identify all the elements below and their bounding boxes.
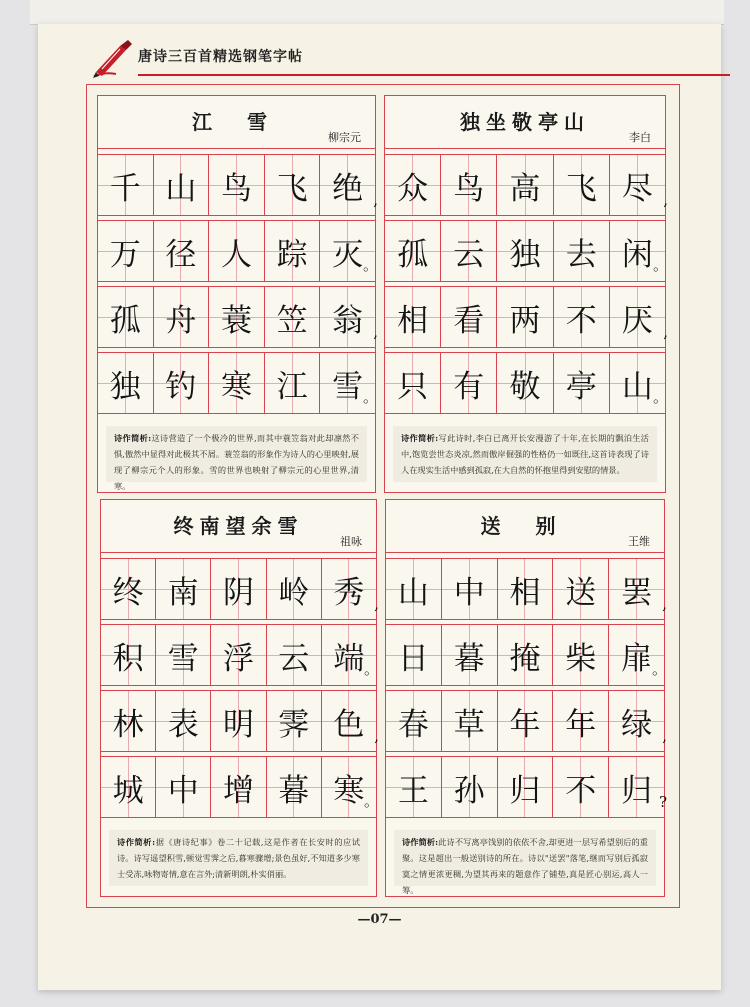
- char-cell: 鸟: [209, 155, 265, 215]
- char-cell: 年: [553, 691, 609, 751]
- grid-row: [98, 154, 378, 216]
- poem-analysis: [106, 426, 367, 491]
- punctuation: ,: [662, 727, 667, 745]
- poem-panel-jiang-xue: [97, 95, 376, 493]
- char: 闲: [621, 236, 653, 273]
- analysis-text: 此诗不写离亭饯别的依依不舍,却更进一层写希望别后的重聚。这是超出一般送别诗的所在。诗以"送罢"落笔,继而写别后孤寂寞之情更浓更稠,为望其再来的题意作了铺垫,真是匠心别运,高人一筹。: [402, 837, 648, 895]
- char-cell: 中: [442, 559, 498, 619]
- char: 寒: [333, 772, 365, 809]
- punctuation: ,: [374, 727, 380, 745]
- char-cell: 舟: [154, 287, 210, 347]
- fountain-pen-icon: [90, 36, 136, 82]
- char: 罢: [621, 574, 653, 611]
- char-cell: [320, 287, 378, 347]
- analysis-label: 诗作简析:: [401, 433, 439, 443]
- char-cell: 不: [553, 757, 609, 817]
- char-cell: 径: [154, 221, 210, 281]
- char-cell: 飞: [265, 155, 321, 215]
- char-cell: 蓑: [209, 287, 265, 347]
- char-cell: 踪: [265, 221, 321, 281]
- char-cell: 独: [497, 221, 553, 281]
- char-cell: 积: [101, 625, 156, 685]
- analysis-label: 诗作简析:: [117, 837, 156, 847]
- char-cell: 暮: [267, 757, 322, 817]
- poem-title: 送 别: [480, 514, 570, 538]
- grid-row: [101, 624, 380, 686]
- analysis-label: 诗作简析:: [114, 433, 152, 443]
- char-cell: [610, 221, 669, 281]
- char-cell: [322, 757, 380, 817]
- char-cell: 阴: [211, 559, 266, 619]
- punctuation: 。: [362, 388, 378, 406]
- char-cell: [320, 221, 378, 281]
- analysis-text: 写此诗时,李白已离开长安漫游了十年,在长期的飘泊生活中,饱览尝世态炎凉,然而傲岸倔强的性格仍一如既往,这首诗表现了诗人在现实生活中感到孤寂,在大自然的怀抱里得到安慰的情景。: [401, 433, 649, 475]
- char-cell: 归: [498, 757, 554, 817]
- char-cell: 城: [101, 757, 156, 817]
- char-cell: 表: [156, 691, 211, 751]
- grid-row: [385, 154, 669, 216]
- char-cell: 春: [386, 691, 442, 751]
- char-cell: [609, 559, 667, 619]
- poem-title-row: [98, 96, 375, 149]
- analysis-label: 诗作简析:: [402, 837, 439, 847]
- char-cell: 南: [156, 559, 211, 619]
- char-cell: 钓: [154, 353, 210, 413]
- punctuation: 。: [362, 256, 378, 274]
- page-number: —07—: [357, 912, 402, 927]
- char-cell: 云: [267, 625, 322, 685]
- char-cell: 鸟: [441, 155, 497, 215]
- char-cell: 亭: [554, 353, 610, 413]
- char: 雪: [332, 368, 364, 405]
- poem-author: 柳宗元: [328, 131, 361, 144]
- char-cell: [609, 625, 667, 685]
- char-cell: 去: [554, 221, 610, 281]
- char-cell: 有: [441, 353, 497, 413]
- analysis-text: 这诗营造了一个极冷的世界,而其中蓑笠翁对此却凛然不惧,傲然中显得对此极其不屑。蓑笠翁的形象作为诗人的心里映射,展现了柳宗元个人的形象。雪的世界也映射了柳宗元的心里世界,清寒。: [114, 433, 359, 491]
- char-cell: [609, 691, 667, 751]
- grid-row: [386, 558, 667, 620]
- char-cell: [320, 155, 378, 215]
- copybook-page: [38, 24, 721, 990]
- char: 尽: [621, 170, 653, 207]
- char-cell: 相: [385, 287, 441, 347]
- char-cell: 千: [98, 155, 154, 215]
- char: 端: [333, 640, 365, 677]
- poem-analysis: [394, 830, 656, 895]
- poem-title-row: [386, 500, 664, 553]
- char-cell: 增: [211, 757, 266, 817]
- character-grid: [101, 558, 380, 822]
- grid-row: [385, 352, 669, 414]
- practice-frame: [86, 84, 680, 908]
- char: 厌: [621, 302, 653, 339]
- char-cell: [322, 625, 380, 685]
- poem-panel-song-bie: [385, 499, 665, 897]
- punctuation: 。: [653, 388, 669, 406]
- char: 绝: [332, 170, 364, 207]
- char: 秀: [333, 574, 365, 611]
- char-cell: 孤: [98, 287, 154, 347]
- grid-row: [385, 286, 669, 348]
- char-cell: 两: [497, 287, 553, 347]
- char-cell: 柴: [553, 625, 609, 685]
- char-cell: 岭: [267, 559, 322, 619]
- poem-author: 王维: [628, 535, 650, 548]
- char-cell: 高: [497, 155, 553, 215]
- char-cell: 人: [209, 221, 265, 281]
- grid-row: [386, 690, 667, 752]
- page-header: [90, 32, 690, 82]
- char: 归: [621, 772, 653, 809]
- char: 山: [621, 368, 653, 405]
- char-cell: 林: [101, 691, 156, 751]
- grid-row: [98, 286, 378, 348]
- char-cell: [610, 287, 669, 347]
- header-title: 唐诗三百首精选钢笔字帖: [138, 49, 303, 65]
- char-cell: 山: [386, 559, 442, 619]
- poem-title: 终南望余雪: [173, 514, 304, 538]
- char-cell: 山: [154, 155, 210, 215]
- grid-row: [386, 756, 667, 818]
- char-cell: 笠: [265, 287, 321, 347]
- punctuation: ?: [658, 793, 667, 811]
- char-cell: 相: [498, 559, 554, 619]
- poem-panel-zhong-nan-wang-yu-xue: [100, 499, 380, 897]
- poem-analysis: [109, 830, 368, 886]
- char-cell: 霁: [267, 691, 322, 751]
- char-cell: [610, 353, 669, 413]
- grid-row: [386, 624, 667, 686]
- back-page-edge: [30, 0, 724, 25]
- char-cell: 雪: [156, 625, 211, 685]
- grid-row: [385, 220, 669, 282]
- char-cell: [610, 155, 669, 215]
- char-cell: 掩: [498, 625, 554, 685]
- header-rule: [138, 74, 730, 76]
- char-cell: 终: [101, 559, 156, 619]
- char-cell: 中: [156, 757, 211, 817]
- char-cell: [322, 559, 380, 619]
- char-cell: 敬: [497, 353, 553, 413]
- char-cell: 寒: [209, 353, 265, 413]
- char: 扉: [621, 640, 653, 677]
- poem-title-row: [101, 500, 376, 553]
- grid-row: [101, 558, 380, 620]
- char-cell: 王: [386, 757, 442, 817]
- poem-panel-du-zuo-jing-ting-shan: [384, 95, 669, 493]
- char-cell: 飞: [554, 155, 610, 215]
- punctuation: ,: [374, 595, 380, 613]
- char-cell: 浮: [211, 625, 266, 685]
- char-cell: 孙: [442, 757, 498, 817]
- char-cell: 独: [98, 353, 154, 413]
- punctuation: ,: [663, 323, 669, 341]
- char: 灭: [332, 236, 364, 273]
- analysis-text: 据《唐诗纪事》卷二十记载,这是作者在长安时的应试诗。诗写遥望积雪,顿觉雪霁之后,暮寒骤增;景色虽好,不知道多少寒士受冻,咏物寄情,意在言外;清新明朗,朴实俏丽。: [117, 837, 360, 879]
- grid-row: [101, 756, 380, 818]
- poem-author: 祖咏: [340, 535, 362, 548]
- punctuation: ,: [373, 323, 378, 341]
- grid-row: [98, 352, 378, 414]
- char-cell: 江: [265, 353, 321, 413]
- character-grid: [98, 154, 378, 418]
- char-cell: [322, 691, 380, 751]
- char-cell: 日: [386, 625, 442, 685]
- punctuation: 。: [364, 660, 380, 678]
- char-cell: 草: [442, 691, 498, 751]
- char-cell: 只: [385, 353, 441, 413]
- punctuation: ,: [662, 595, 667, 613]
- char-cell: 送: [553, 559, 609, 619]
- grid-row: [101, 690, 380, 752]
- char-cell: 众: [385, 155, 441, 215]
- char-cell: 万: [98, 221, 154, 281]
- grid-row: [98, 220, 378, 282]
- poem-title: 江 雪: [192, 110, 281, 134]
- char: 色: [333, 706, 365, 743]
- char-cell: 孤: [385, 221, 441, 281]
- char-cell: [320, 353, 378, 413]
- char: 绿: [621, 706, 653, 743]
- char-cell: 明: [211, 691, 266, 751]
- char-cell: [609, 757, 667, 817]
- character-grid: [386, 558, 667, 822]
- punctuation: 。: [364, 792, 380, 810]
- char-cell: 年: [498, 691, 554, 751]
- poem-title-row: [385, 96, 665, 149]
- punctuation: ,: [373, 191, 378, 209]
- char-cell: 云: [441, 221, 497, 281]
- punctuation: 。: [651, 660, 667, 678]
- poem-title: 独坐敬亭山: [460, 110, 590, 134]
- punctuation: 。: [653, 256, 669, 274]
- poem-author: 李白: [629, 131, 651, 144]
- poem-analysis: [393, 426, 657, 482]
- char-cell: 暮: [442, 625, 498, 685]
- punctuation: ,: [663, 191, 669, 209]
- char-cell: 不: [554, 287, 610, 347]
- character-grid: [385, 154, 669, 418]
- char-cell: 看: [441, 287, 497, 347]
- char: 翁: [332, 302, 364, 339]
